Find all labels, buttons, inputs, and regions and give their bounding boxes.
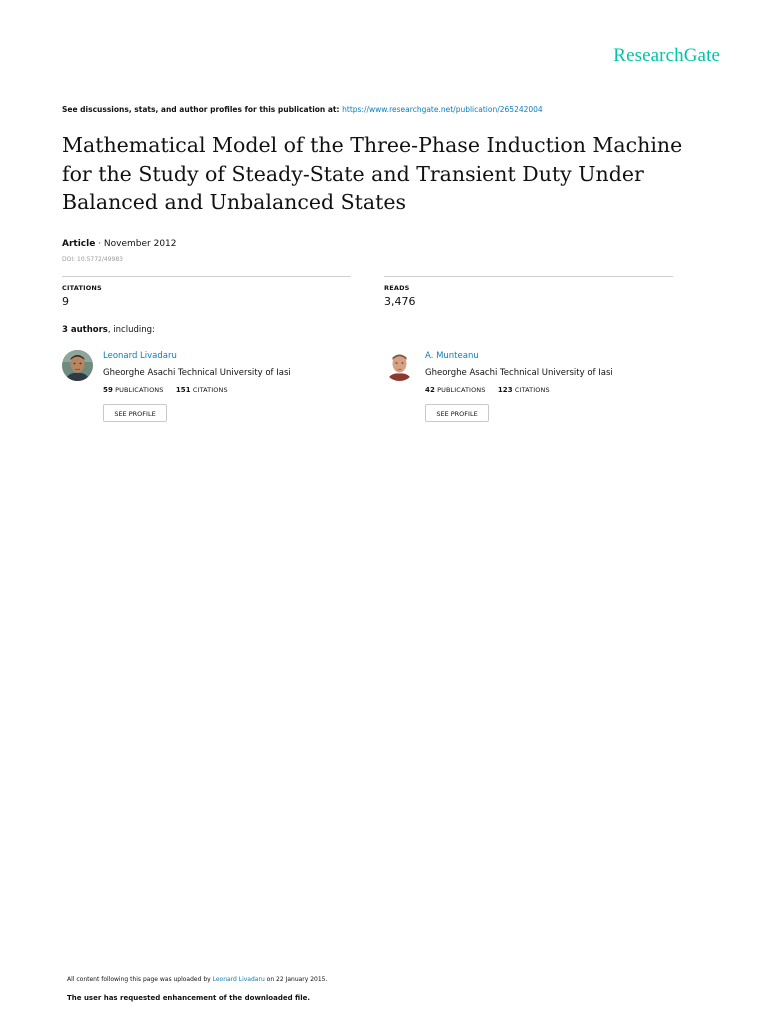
author-2-publications-label: PUBLICATIONS (437, 386, 486, 394)
author-2-name-link[interactable]: A. Munteanu (425, 351, 479, 361)
author-2-institution: Gheorghe Asachi Technical University of Iasi (425, 368, 613, 378)
citations-label: CITATIONS (62, 284, 102, 292)
authors-heading (62, 325, 155, 335)
author-2-avatar[interactable] (384, 350, 415, 381)
author-card-1 (62, 350, 362, 430)
person-photo-icon (384, 350, 415, 381)
author-1-see-profile-button[interactable]: SEE PROFILE (103, 404, 167, 422)
author-2-publications-count: 42 (425, 386, 435, 394)
author-1-publications-label: PUBLICATIONS (115, 386, 164, 394)
author-1-citations-count: 151 (175, 386, 191, 394)
reads-label: READS (384, 284, 410, 292)
author-2-citations-label: CITATIONS (514, 386, 550, 394)
uploader-link[interactable]: Leonard Livadaru (212, 976, 265, 983)
title-line-1: Mathematical Model of the Three-Phase Induction Machine (62, 133, 683, 157)
publication-meta (62, 239, 177, 249)
discussion-line (62, 105, 543, 114)
upload-prefix: All content following this page was uploaded by (67, 976, 213, 983)
authors-count: 3 authors (62, 325, 108, 335)
author-1-citations-label: CITATIONS (192, 386, 228, 394)
citations-value: 9 (62, 295, 69, 308)
discussion-text: See discussions, stats, and author profiles for this publication at: (62, 105, 343, 114)
publication-type: Article (62, 239, 96, 249)
reads-value: 3,476 (384, 295, 416, 308)
author-2-citations-count: 123 (497, 386, 513, 394)
citations-divider (62, 276, 351, 277)
author-1-stats (103, 386, 228, 394)
author-2-stats (425, 386, 550, 394)
upload-suffix: on 22 January 2015. (264, 976, 328, 983)
upload-notice (67, 976, 327, 983)
title-line-2: for the Study of Steady-State and Transient Duty Under (62, 161, 644, 186)
publication-doi[interactable]: DOI: 10.5772/49983 (62, 256, 123, 263)
author-1-name-link[interactable]: Leonard Livadaru (103, 351, 177, 361)
reads-divider (384, 276, 673, 277)
person-photo-icon (62, 350, 93, 381)
publication-date: November 2012 (103, 239, 177, 249)
author-card-2 (384, 350, 684, 430)
author-1-institution: Gheorghe Asachi Technical University of Iasi (103, 368, 291, 378)
author-2-see-profile-button[interactable]: SEE PROFILE (425, 404, 489, 422)
author-1-publications-count: 59 (103, 386, 113, 394)
meta-separator: · (95, 239, 104, 249)
enhancement-note: The user has requested enhancement of the downloaded file. (67, 994, 311, 1002)
publication-url-link[interactable]: https://www.researchgate.net/publication/265242004 (342, 105, 543, 114)
researchgate-logo[interactable]: ResearchGate (613, 45, 720, 66)
author-1-avatar[interactable] (62, 350, 93, 381)
publication-title (62, 131, 712, 217)
title-line-3: Balanced and Unbalanced States (62, 190, 407, 214)
authors-suffix: , including: (107, 325, 155, 335)
